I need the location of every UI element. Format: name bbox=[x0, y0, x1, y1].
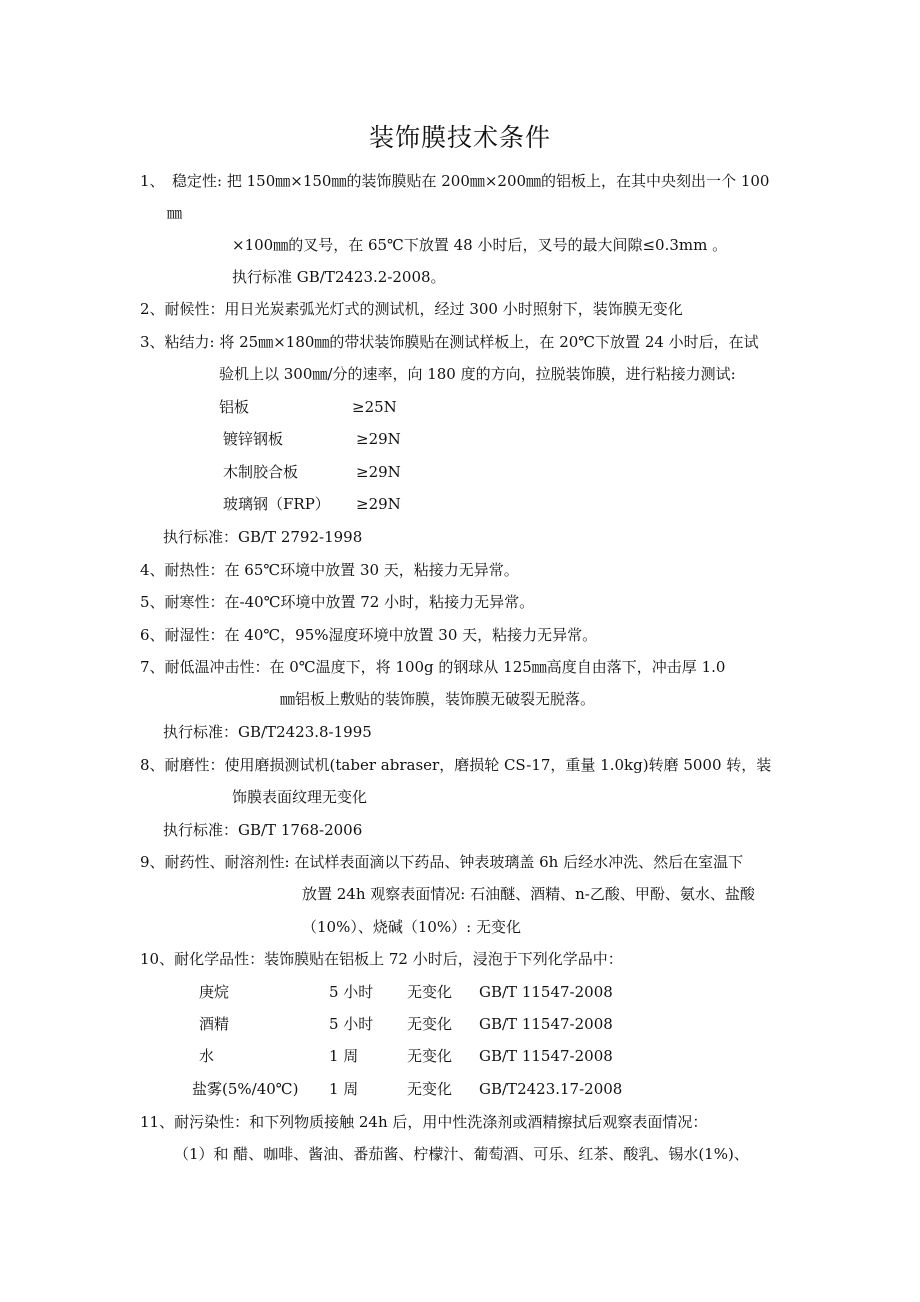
item-1-line-4: 执行标准 GB/T2423.2-2008。 bbox=[232, 268, 446, 286]
item-5-line-1: 5、耐寒性：在-40℃环境中放置 72 小时，粘接力无异常。 bbox=[140, 593, 535, 611]
chemical-time: 1 周 bbox=[329, 1047, 359, 1065]
item-3-line-1: 3、粘结力: 将 25㎜×180㎜的带状装饰膜贴在测试样板上，在 20℃下放置 24 小时后，在试 bbox=[140, 333, 759, 351]
item-2-line-1: 2、耐候性：用日光炭素弧光灯式的测试机，经过 300 小时照射下，装饰膜无变化 bbox=[140, 300, 683, 318]
adhesion-substrate: 玻璃钢（FRP） bbox=[223, 495, 330, 513]
item-1-line-2: ㎜ bbox=[167, 204, 183, 222]
adhesion-value: ≥25N bbox=[352, 398, 397, 416]
chemical-name: 酒精 bbox=[199, 1015, 230, 1033]
item-3-standard: 执行标准：GB/T 2792-1998 bbox=[163, 528, 363, 546]
item-9-line-1: 9、耐药性、耐溶剂性: 在试样表面滴以下药品、钟表玻璃盖 6h 后经水冲洗、然后在室温下 bbox=[140, 853, 744, 871]
chemical-name: 水 bbox=[199, 1047, 215, 1065]
item-8-line-1: 8、耐磨性：使用磨损测试机(taber abraser，磨损轮 CS-17，重量 1.0kg)转磨 5000 转，装 bbox=[140, 756, 772, 774]
chemical-standard: GB/T2423.17-2008 bbox=[479, 1080, 623, 1098]
chemical-time: 1 周 bbox=[329, 1080, 359, 1098]
item-9-line-2: 放置 24h 观察表面情况: 石油醚、酒精、n-乙酸、甲酚、氨水、盐酸 bbox=[302, 885, 755, 903]
item-8-line-2: 饰膜表面纹理无变化 bbox=[232, 788, 368, 806]
chemical-result: 无变化 bbox=[407, 1080, 453, 1098]
adhesion-value: ≥29N bbox=[356, 463, 401, 481]
chemical-standard: GB/T 11547-2008 bbox=[479, 1047, 613, 1065]
item-7-line-1: 7、耐低温冲击性：在 0℃温度下，将 100g 的钢球从 125㎜高度自由落下，冲击厚 1.0 bbox=[140, 658, 726, 676]
item-1-line-3: ×100㎜的叉号，在 65℃下放置 48 小时后，叉号的最大间隙≤0.3mm 。 bbox=[232, 236, 728, 254]
item-11-line-1: 11、耐污染性：和下列物质接触 24h 后，用中性洗涤剂或酒精擦拭后观察表面情况： bbox=[140, 1113, 708, 1131]
item-7-standard: 执行标准：GB/T2423.8-1995 bbox=[163, 723, 372, 741]
chemical-time: 5 小时 bbox=[329, 1015, 374, 1033]
chemical-result: 无变化 bbox=[407, 1015, 453, 1033]
chemical-name: 盐雾(5%/40℃) bbox=[192, 1080, 299, 1098]
chemical-result: 无变化 bbox=[407, 983, 453, 1001]
adhesion-substrate: 铝板 bbox=[219, 398, 250, 416]
item-1-line-1: 1、 稳定性: 把 150㎜×150㎜的装饰膜贴在 200㎜×200㎜的铝板上，在其中央刻出一个 100 bbox=[140, 172, 770, 190]
item-4-line-1: 4、耐热性：在 65℃环境中放置 30 天，粘接力无异常。 bbox=[140, 561, 519, 579]
adhesion-value: ≥29N bbox=[356, 495, 401, 513]
document-title: 装饰膜技术条件 bbox=[368, 123, 551, 152]
chemical-result: 无变化 bbox=[407, 1047, 453, 1065]
adhesion-substrate: 木制胶合板 bbox=[223, 463, 299, 481]
adhesion-substrate: 镀锌钢板 bbox=[223, 430, 284, 448]
chemical-time: 5 小时 bbox=[329, 983, 374, 1001]
chemical-standard: GB/T 11547-2008 bbox=[479, 1015, 613, 1033]
item-11-line-2: （1）和 醋、咖啡、酱油、番茄酱、柠檬汁、葡萄酒、可乐、红茶、酸乳、锡水(1%)、 bbox=[174, 1145, 749, 1163]
item-8-standard: 执行标准：GB/T 1768-2006 bbox=[163, 821, 363, 839]
item-10-line-1: 10、耐化学品性：装饰膜贴在铝板上 72 小时后，浸泡于下列化学品中： bbox=[140, 950, 623, 968]
chemical-standard: GB/T 11547-2008 bbox=[479, 983, 613, 1001]
chemical-name: 庚烷 bbox=[199, 983, 230, 1001]
item-6-line-1: 6、耐湿性：在 40℃，95%湿度环境中放置 30 天，粘接力无异常。 bbox=[140, 626, 598, 644]
item-3-line-2: 验机上以 300㎜/分的速率，向 180 度的方向，拉脱装饰膜，进行粘接力测试: bbox=[219, 365, 736, 383]
adhesion-value: ≥29N bbox=[356, 430, 401, 448]
item-7-line-2: ㎜铝板上敷贴的装饰膜，装饰膜无破裂无脱落。 bbox=[280, 690, 596, 708]
item-9-line-3: （10%）、烧碱（10%）: 无变化 bbox=[302, 918, 522, 936]
